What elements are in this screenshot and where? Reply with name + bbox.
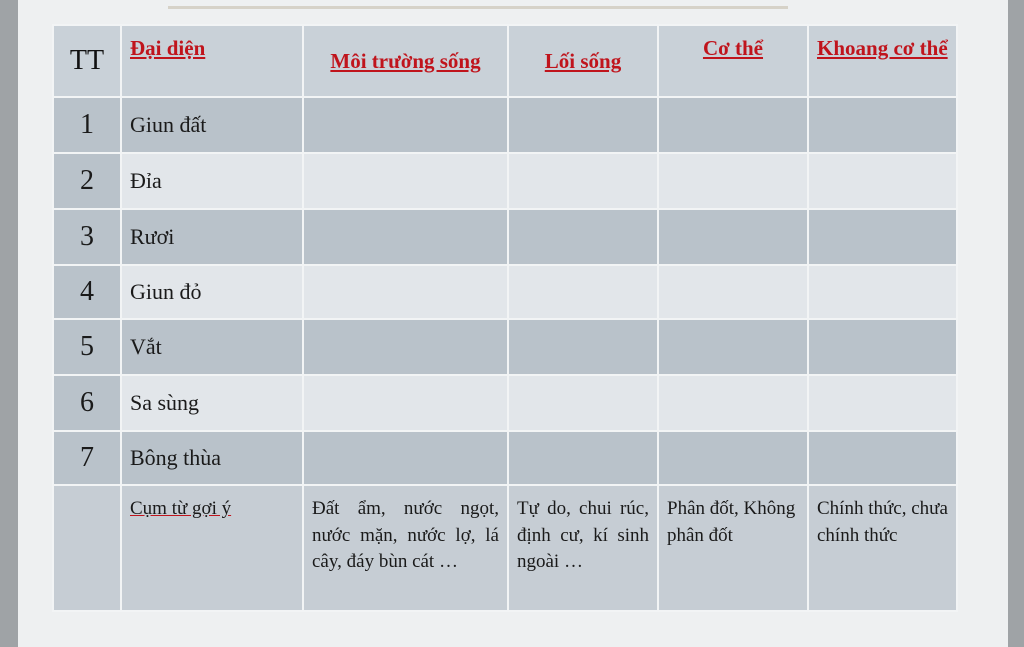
empty-cell[interactable]: [303, 375, 508, 431]
header-tt: TT: [53, 25, 121, 97]
empty-cell[interactable]: [303, 431, 508, 485]
empty-cell[interactable]: [658, 319, 808, 375]
row-name: Bông thùa: [121, 431, 303, 485]
table-row: [53, 319, 957, 375]
empty-cell[interactable]: [303, 97, 508, 153]
empty-cell[interactable]: [303, 209, 508, 265]
header-moi-truong: Môi trường sống: [303, 25, 508, 97]
hint-moi-truong: Đất ẩm, nước ngọt, nước mặn, nước lợ, lá cây, đáy bùn cát …: [303, 485, 508, 611]
empty-cell[interactable]: [808, 265, 957, 319]
row-number: 4: [53, 265, 121, 319]
empty-cell[interactable]: [808, 319, 957, 375]
row-name: Vắt: [121, 319, 303, 375]
hint-co-the: Phân đốt, Không phân đốt: [658, 485, 808, 611]
empty-cell[interactable]: [658, 97, 808, 153]
row-name: Giun đỏ: [121, 265, 303, 319]
table-row: [53, 375, 957, 431]
empty-cell[interactable]: [508, 209, 658, 265]
row-name: Giun đất: [121, 97, 303, 153]
table-row: [53, 97, 957, 153]
empty-cell[interactable]: [808, 431, 957, 485]
hint-label: Cụm từ gợi ý: [121, 485, 303, 611]
header-khoang-co-the: Khoang cơ thể: [808, 25, 957, 97]
empty-cell[interactable]: [508, 153, 658, 209]
empty-cell[interactable]: [808, 209, 957, 265]
empty-cell[interactable]: [808, 375, 957, 431]
row-number: 1: [53, 97, 121, 153]
empty-cell[interactable]: [508, 375, 658, 431]
header-row: [53, 25, 957, 97]
hint-loi-song: Tự do, chui rúc, định cư, kí sinh ngoài …: [508, 485, 658, 611]
empty-cell[interactable]: [508, 431, 658, 485]
empty-cell[interactable]: [303, 265, 508, 319]
empty-cell[interactable]: [303, 153, 508, 209]
header-loi-song: Lối sống: [508, 25, 658, 97]
empty-cell[interactable]: [658, 431, 808, 485]
table-row: [53, 153, 957, 209]
empty-cell[interactable]: [808, 97, 957, 153]
header-co-the: Cơ thể: [658, 25, 808, 97]
row-name: Sa sùng: [121, 375, 303, 431]
table-row: [53, 265, 957, 319]
worksheet-table: [52, 24, 958, 612]
hint-empty-cell: [53, 485, 121, 611]
row-number: 3: [53, 209, 121, 265]
empty-cell[interactable]: [508, 265, 658, 319]
empty-cell[interactable]: [658, 209, 808, 265]
row-name: Rươi: [121, 209, 303, 265]
top-heading-fragment: [168, 0, 788, 9]
header-dai-dien: Đại diện: [121, 25, 303, 97]
row-number: 7: [53, 431, 121, 485]
row-number: 6: [53, 375, 121, 431]
empty-cell[interactable]: [658, 153, 808, 209]
hint-khoang-co-the: Chính thức, chưa chính thức: [808, 485, 957, 611]
row-name: Đỉa: [121, 153, 303, 209]
empty-cell[interactable]: [508, 319, 658, 375]
table-row: [53, 209, 957, 265]
row-number: 2: [53, 153, 121, 209]
empty-cell[interactable]: [303, 319, 508, 375]
hint-row: [53, 485, 957, 611]
empty-cell[interactable]: [658, 265, 808, 319]
table-row: [53, 431, 957, 485]
empty-cell[interactable]: [508, 97, 658, 153]
empty-cell[interactable]: [808, 153, 957, 209]
row-number: 5: [53, 319, 121, 375]
empty-cell[interactable]: [658, 375, 808, 431]
